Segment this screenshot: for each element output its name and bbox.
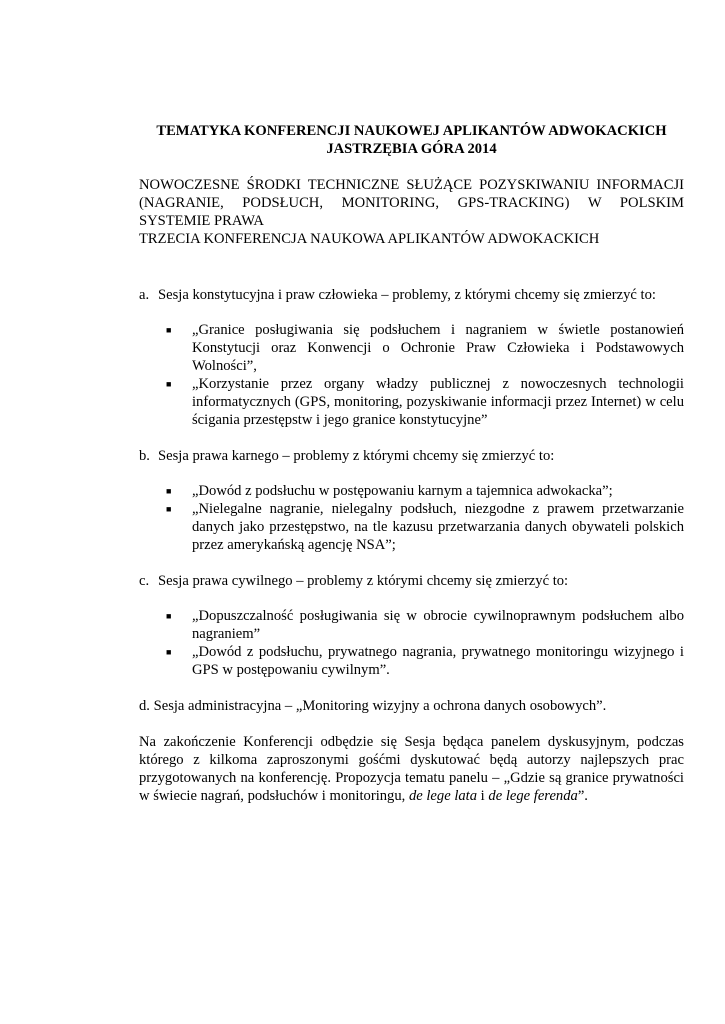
- square-bullet-icon: ■: [166, 611, 172, 621]
- list-item-text: „Dopuszczalność posługiwania się w obrocie cywilnoprawnym podsłuchem albo nagraniem”: [192, 608, 684, 642]
- subtitle-block: [139, 176, 684, 248]
- section-c: [139, 572, 684, 679]
- section-letter: c.: [139, 573, 150, 589]
- section-items: [139, 482, 684, 554]
- section-heading-text: Sesja konstytucyjna i praw człowieka – problemy, z którymi chcemy się zmierzyć to:: [158, 287, 656, 303]
- closing-italic-de-lege-ferenda: de lege ferenda: [488, 788, 578, 804]
- closing-italic-de-lege-lata: de lege lata: [408, 788, 478, 804]
- list-item: [139, 375, 684, 429]
- list-item: [139, 482, 684, 500]
- list-item: [139, 321, 684, 375]
- section-d-text: d. Sesja administracyjna – „Monitoring wizyjny a ochrona danych osobowych”.: [139, 698, 607, 714]
- section-items: [139, 607, 684, 679]
- square-bullet-icon: ■: [166, 647, 172, 657]
- document-title-line-2: JASTRZĘBIA GÓRA 2014: [326, 141, 497, 157]
- section-letter: a.: [139, 287, 150, 303]
- list-item-text: „Dowód z podsłuchu w postępowaniu karnym a tajemnica adwokacka”;: [192, 483, 613, 499]
- section-heading-text: Sesja prawa cywilnego – problemy z którymi chcemy się zmierzyć to:: [158, 573, 569, 589]
- closing-paragraph: [139, 733, 684, 805]
- list-item: [139, 607, 684, 643]
- square-bullet-icon: ■: [166, 379, 172, 389]
- list-item: [139, 500, 684, 554]
- section-a: [139, 286, 684, 429]
- section-d: [139, 697, 684, 715]
- closing-text: Na zakończenie Konferencji odbędzie się Sesja będąca panelem dyskusyjnym, podczas którego z kilkoma zaproszonymi gośćmi dyskutować będą autorzy najlepszych prac przygotowanych na konferencję. Propozycja tematu panelu – „Gdzie są granice prywatności w świecie nagrań, podsłuchów i monitoringu,: [139, 734, 684, 804]
- list-item-text: „Korzystanie przez organy władzy publicznej z nowoczesnych technologii informatycznych (GPS, monitoring, pozyskiwanie informacji przez Internet) w celu ścigania przestępstw i jego granice konstytucyjne”: [192, 376, 684, 428]
- square-bullet-icon: ■: [166, 504, 172, 514]
- document-content: [139, 122, 684, 805]
- square-bullet-icon: ■: [166, 325, 172, 335]
- section-items: [139, 321, 684, 429]
- section-heading: [139, 286, 684, 304]
- conference-name: TRZECIA KONFERENCJA NAUKOWA APLIKANTÓW ADWOKACKICH: [139, 231, 600, 247]
- closing-section: [139, 733, 684, 805]
- section-heading-text: Sesja prawa karnego – problemy z którymi chcemy się zmierzyć to:: [158, 448, 555, 464]
- conference-theme: NOWOCZESNE ŚRODKI TECHNICZNE SŁUŻĄCE POZYSKIWANIU INFORMACJI (NAGRANIE, PODSŁUCH, MONITORING, GPS-TRACKING) W POLSKIM SYSTEMIE PRAWA: [139, 177, 684, 229]
- closing-connector: i: [477, 788, 489, 804]
- section-b: [139, 447, 684, 554]
- square-bullet-icon: ■: [166, 486, 172, 496]
- list-item-text: „Nielegalne nagranie, nielegalny podsłuch, niezgodne z prawem przetwarzanie danych jako przestępstwo, na tle kazusu przetwarzania danych obywateli polskich przez amerykańską agencję NSA”;: [192, 501, 684, 553]
- section-letter: b.: [139, 448, 150, 464]
- list-item-text: „Granice posługiwania się podsłuchem i nagraniem w świetle postanowień Konstytucji oraz Konwencji o Ochronie Praw Człowieka i Podstawowych Wolności”,: [192, 322, 684, 374]
- section-heading: [139, 572, 684, 590]
- list-item: [139, 643, 684, 679]
- closing-end: ”.: [577, 788, 588, 804]
- document-title-line-1: TEMATYKA KONFERENCJI NAUKOWEJ APLIKANTÓW ADWOKACKICH: [156, 123, 667, 139]
- list-item-text: „Dowód z podsłuchu, prywatnego nagrania, prywatnego monitoringu wizyjnego i GPS w postępowaniu cywilnym”.: [192, 644, 684, 678]
- section-heading: [139, 447, 684, 465]
